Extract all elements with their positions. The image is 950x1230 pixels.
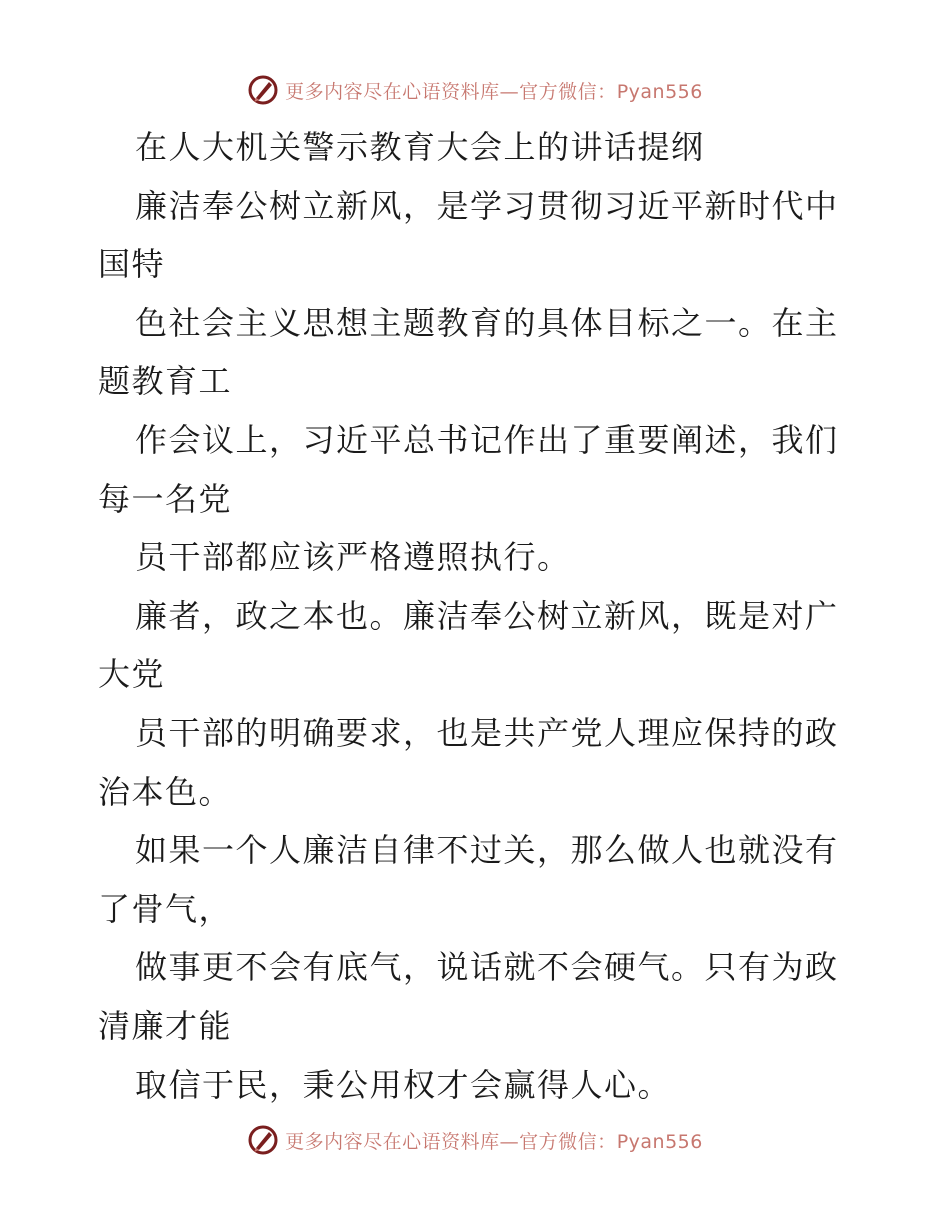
- document-line: 作会议上，习近平总书记作出了重要阐述，我们: [135, 420, 839, 459]
- document-line: 做事更不会有底气，说话就不会硬气。只有为政: [135, 948, 839, 987]
- document-line: 在人大机关警示教育大会上的讲话提纲: [135, 128, 705, 166]
- watermark-id: Pyan556: [616, 1130, 703, 1153]
- document-line: 如果一个人廉洁自律不过关，那么做人也就没有: [135, 831, 839, 870]
- watermark-brand: 更多内容尽在心语资料库: [285, 1130, 500, 1153]
- document-line: 取信于民，秉公用权才会赢得人心。: [135, 1065, 672, 1104]
- document-line: 廉洁奉公树立新风，是学习贯彻习近平新时代中: [135, 186, 839, 225]
- document-line: 色社会主义思想主题教育的具体目标之一。在主: [135, 303, 839, 342]
- watermark-id: Pyan556: [616, 80, 703, 103]
- watermark-text: [285, 1127, 703, 1154]
- document-line: 清廉才能: [98, 1006, 233, 1045]
- document-line: 廉者，政之本也。廉洁奉公树立新风，既是对广: [135, 596, 839, 635]
- footer-watermark: [0, 1120, 950, 1160]
- watermark-separator: —: [499, 1130, 520, 1153]
- document-line: 大党: [98, 655, 166, 694]
- document-line: 治本色。: [98, 772, 233, 811]
- document-line: 题教育工: [98, 362, 233, 401]
- pen-logo-icon: [247, 1124, 279, 1156]
- document-line: 员干部都应该严格遵照执行。: [135, 538, 571, 577]
- watermark-separator: —: [499, 80, 520, 103]
- document-line: 员干部的明确要求，也是共产党人理应保持的政: [135, 713, 839, 752]
- document-line: 国特: [98, 245, 166, 284]
- header-watermark: [0, 70, 950, 110]
- watermark-contact: 官方微信：: [519, 80, 617, 103]
- document-body: [98, 118, 858, 1114]
- watermark-text: [285, 77, 703, 104]
- document-line: 了骨气，: [98, 889, 233, 928]
- document-line: 每一名党: [98, 479, 233, 518]
- pen-logo-icon: [247, 74, 279, 106]
- watermark-brand: 更多内容尽在心语资料库: [285, 80, 500, 103]
- watermark-contact: 官方微信：: [519, 1130, 617, 1153]
